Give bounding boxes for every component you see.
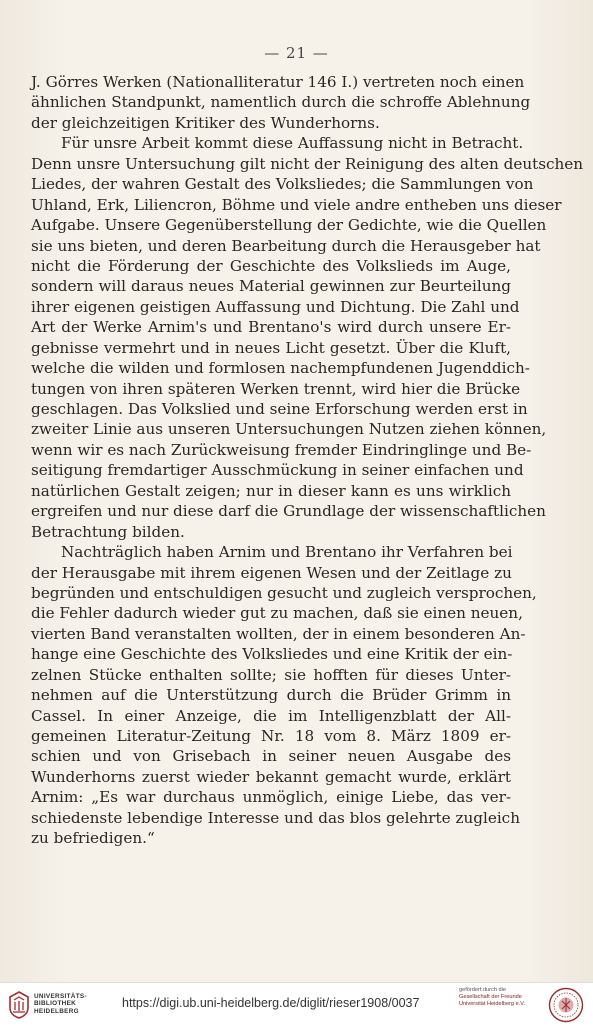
text-line: schien und von Grisebach in seiner neuen Ausgabe des — [31, 747, 511, 766]
text-line: geschlagen. Das Volkslied und seine Erforschung werden erst in — [31, 400, 528, 418]
text-line: Arnim: „Es war durchaus unmöglich, einige Liebe, das ver- — [31, 788, 511, 807]
sponsor-name-line-1: Gesellschaft der Freunde — [459, 994, 522, 1001]
university-seal-icon — [548, 987, 584, 1023]
text-line: begründen und entschuldigen gesucht und zugleich versprochen, — [31, 583, 537, 602]
page-number: — 21 — — [264, 44, 329, 62]
sponsor-note — [459, 987, 539, 1009]
library-name: UNIVERSITÄTS- BIBLIOTHEK HEIDELBERG — [34, 993, 87, 1015]
text-line: ergreifen und nur diese darf die Grundlage der wissenschaftlichen — [31, 502, 546, 521]
text-line: natürlichen Gestalt zeigen; nur in dieser kann es uns wirklich — [31, 481, 511, 500]
text-line: J. Görres Werken (Nationalliteratur 146 I.) vertreten noch einen — [31, 73, 525, 91]
text-line: schiedenste lebendige Interesse und das blos gelehrte zugleich — [31, 808, 520, 827]
text-line: zweiter Linie aus unseren Untersuchungen Nutzen ziehen können, — [31, 420, 547, 439]
text-line: gebnisse vermehrt und in neues Licht gesetzt. Über die Kluft, — [31, 338, 511, 357]
text-line: tungen von ihren späteren Werken trennt, wird hier die Brücke — [31, 379, 521, 398]
text-line: nicht die Förderung der Geschichte des Volkslieds im Auge, — [31, 256, 511, 275]
viewer-footer — [0, 982, 593, 1027]
text-line: seitigung fremdartiger Ausschmückung in seiner einfachen und — [31, 461, 524, 480]
text-line: der Herausgabe mit ihrem eigenen Wesen und der Zeitlage zu — [31, 563, 512, 582]
text-line: ähnlichen Standpunkt, namentlich durch die schroffe Ablehnung — [31, 93, 531, 112]
body-text — [31, 72, 584, 849]
text-line: Wunderhorns zuerst wieder bekannt gemacht wurde, erklärt — [31, 767, 511, 786]
text-line: Für unsre Arbeit kommt diese Auffassung nicht in Betracht. — [61, 134, 524, 153]
sponsor-label: gefördert durch die — [459, 987, 506, 993]
text-line: die Fehler dadurch wieder gut zu machen, daß sie einen neuen, — [31, 604, 523, 623]
text-line: hange eine Geschichte des Volksliedes und eine Kritik der ein- — [31, 645, 513, 664]
text-line: Aufgabe. Unsere Gegenüberstellung der Gedichte, wie die Quellen — [31, 216, 547, 235]
text-line: nehmen auf die Unterstützung durch die Brüder Grimm in — [31, 686, 511, 705]
text-line: Art der Werke Arnim's und Brentano's wird durch unsere Er- — [31, 318, 511, 337]
text-line: der gleichzeitigen Kritiker des Wunderhorns. — [31, 113, 380, 132]
text-line: zu befriedigen.“ — [31, 829, 155, 848]
text-line: sie uns bieten, und deren Bearbeitung durch die Herausgeber hat — [31, 236, 541, 255]
text-line: sondern will daraus neues Material gewinnen zur Beurteilung — [31, 277, 511, 296]
text-line: Betrachtung bilden. — [31, 522, 185, 541]
text-line: Uhland, Erk, Liliencron, Böhme und viele andre entheben uns dieser — [31, 195, 562, 214]
text-line: Denn unsre Untersuchung gilt nicht der Reinigung des alten deutschen — [31, 154, 584, 173]
text-line: ihrer eigenen geistigen Auffassung und Dichtung. Die Zahl und — [31, 297, 520, 316]
permalink-url[interactable]: https://digi.ub.uni-heidelberg.de/diglit/rieser1908/0037 — [122, 996, 420, 1010]
sponsor-name-line-2: Universität Heidelberg e.V. — [459, 1001, 526, 1008]
text-line: wenn wir es nach Zurückweisung fremder Eindringlinge und Be- — [31, 440, 532, 459]
text-line: Liedes, der wahren Gestalt des Volksliedes; die Sammlungen von — [31, 175, 534, 194]
text-line: welche die wilden und formlosen nachempfundenen Jugenddich- — [31, 359, 530, 378]
university-library-logo-icon — [8, 991, 30, 1019]
text-line: Cassel. In einer Anzeige, die im Intelligenzblatt der All- — [31, 706, 511, 725]
text-line: zelnen Stücke enthalten sollte; sie hofften für dieses Unter- — [31, 665, 511, 684]
text-line: gemeinen Literatur-Zeitung Nr. 18 vom 8. März 1809 er- — [31, 727, 511, 745]
text-line: Nachträglich haben Arnim und Brentano ihr Verfahren bei — [61, 543, 513, 562]
text-line: vierten Band veranstalten wollten, der in einem besonderen An- — [31, 624, 526, 643]
